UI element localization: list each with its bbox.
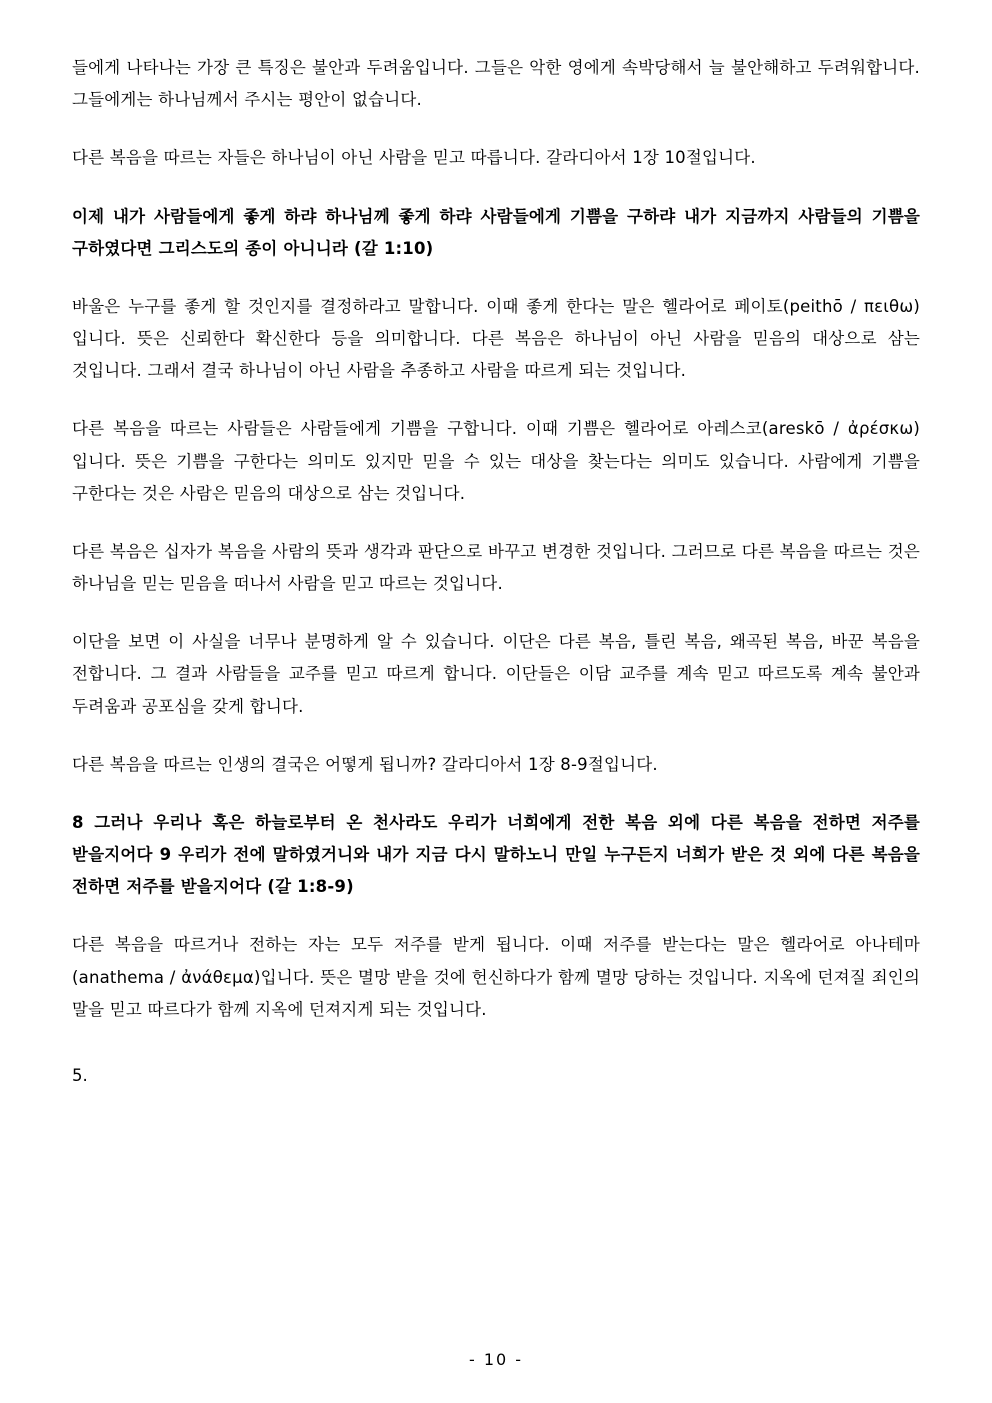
page-number: - 10 -	[468, 1350, 524, 1369]
scripture-quote-gal-1-8-9: 8 그러나 우리나 혹은 하늘로부터 온 천사라도 우리가 너희에게 전한 복음 외에 다른 복음을 전하면 저주를 받을지어다 9 우리가 전에 말하였거니와 내가 지금 다시 말하노니 만일 누구든지 너희가 받은 것 외에 다른 복음을 전하면 저주를 받을지어다 (갈 1:8-9)	[72, 812, 920, 897]
paragraph-6: 다른 복음은 십자가 복음을 사람의 뜻과 생각과 판단으로 바꾸고 변경한 것입니다. 그러므로 다른 복음을 따르는 것은 하나님을 믿는 믿음을 떠나서 사람을 믿고 따르는 것입니다.	[72, 541, 920, 594]
paragraph-2: 다른 복음을 따르는 자들은 하나님이 아닌 사람을 믿고 따릅니다. 갈라디아서 1장 10절입니다.	[72, 148, 756, 168]
paragraph-1: 들에게 나타나는 가장 큰 특징은 불안과 두려움입니다. 그들은 악한 영에게 속박당해서 늘 불안해하고 두려워합니다. 그들에게는 하나님께서 주시는 평안이 없습니다.	[72, 58, 920, 110]
scripture-quote-gal-1-10: 이제 내가 사람들에게 좋게 하랴 하나님께 좋게 하랴 사람들에게 기쁨을 구하랴 내가 지금까지 사람들의 기쁨을 구하였다면 그리스도의 종이 아니니라 (갈 1:10)	[72, 206, 920, 258]
section-marker: 5.	[72, 1065, 88, 1085]
paragraph-4: 바울은 누구를 좋게 할 것인지를 결정하라고 말합니다. 이때 좋게 한다는 말은 헬라어로 페이토(peithō / πειθω)입니다. 뜻은 신뢰한다 확신한다 등을 의미합니다. 다른 복음은 하나님이 아닌 사람을 믿음의 대상으로 삼는 것입니다. 그래서 결국 하나님이 아닌 사람을 추종하고 사람을 따르게 되는 것입니다.	[72, 296, 920, 381]
paragraph-7: 이단을 보면 이 사실을 너무나 분명하게 알 수 있습니다. 이단은 다른 복음, 틀린 복음, 왜곡된 복음, 바꾼 복음을 전합니다. 그 결과 사람들을 교주를 믿고 따르게 합니다. 이단들은 이담 교주를 계속 믿고 따르도록 계속 불안과 두려움과 공포심을 갖게 합니다.	[72, 632, 920, 716]
paragraph-8: 다른 복음을 따르는 인생의 결국은 어떻게 됩니까? 갈라디아서 1장 8-9절입니다.	[72, 754, 658, 774]
paragraph-5: 다른 복음을 따르는 사람들은 사람들에게 기쁨을 구합니다. 이때 기쁨은 헬라어로 아레스코(areskō / ἀρέσκω)입니다. 뜻은 기쁨을 구한다는 의미도 있지만 믿을 수 있는 대상을 찾는다는 의미도 있습니다. 사람에게 기쁨을 구한다는 것은 사람은 믿음의 대상으로 삼는 것입니다.	[72, 419, 920, 503]
paragraph-10: 다른 복음을 따르거나 전하는 자는 모두 저주를 받게 됩니다. 이때 저주를 받는다는 말은 헬라어로 아나테마(anathema / ἀνάθεμα)입니다. 뜻은 멸망 받을 것에 헌신하다가 함께 멸망 당하는 것입니다. 지옥에 던져질 죄인의 말을 믿고 따르다가 함께 지옥에 던져지게 되는 것입니다.	[72, 935, 920, 1019]
